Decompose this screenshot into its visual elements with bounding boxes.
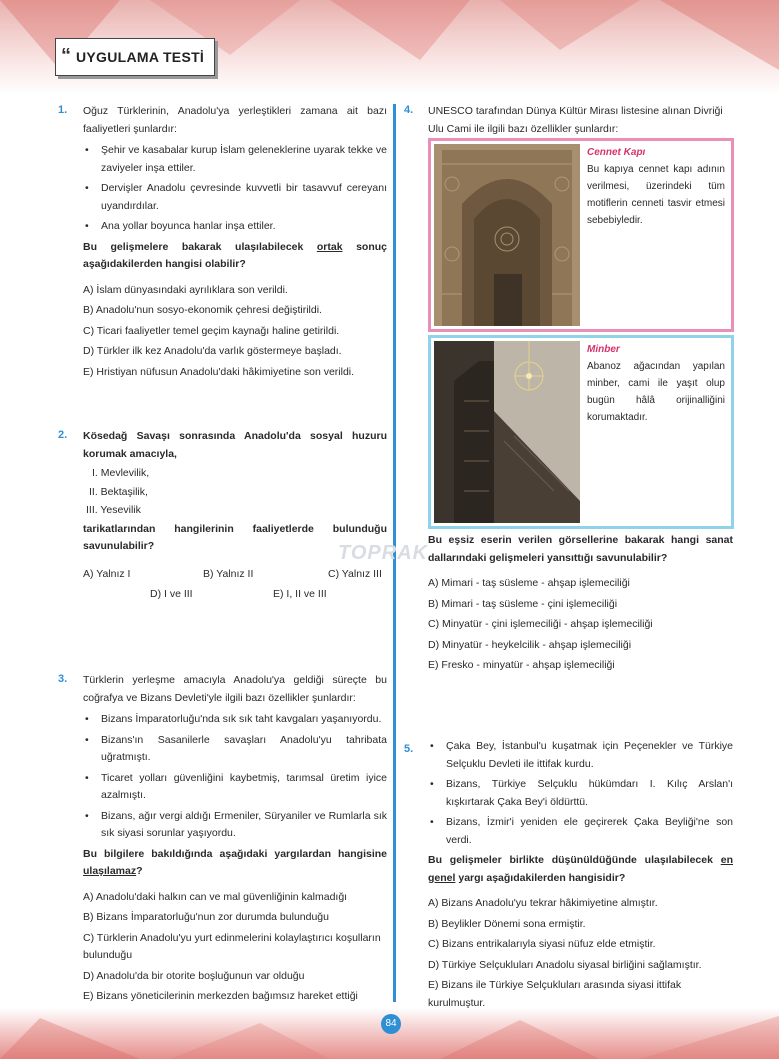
question-5-options	[428, 895, 733, 1012]
answer-option[interactable]: D) Türkler ilk kez Anadolu'da varlık göstermeye başladı.	[83, 345, 342, 357]
answer-option[interactable]: D) Anadolu'da bir otorite boşluğunun var olduğu	[83, 969, 305, 982]
answer-option[interactable]: C) Ticari faaliyetler temel geçim kaynağı haline getirildi.	[83, 324, 340, 337]
answer-option[interactable]: B) Anadolu'nun sosyo-ekonomik çehresi değiştirildi.	[83, 304, 322, 316]
question-3-number: 3.	[58, 673, 68, 685]
question-1-options	[83, 282, 387, 382]
answer-option[interactable]: A) İslam dünyasındaki ayrılıklara son verildi.	[83, 283, 288, 296]
list-item: • Bizans, ağır vergi aldığı Ermeniler, Süryaniler ve Rumlarla sık sık siyasi sorunlar yaşıyordu.	[83, 808, 387, 843]
minber-caption	[587, 341, 725, 426]
question-1-stem: Oğuz Türklerinin, Anadolu'ya yerleştikleri zamana ait bazı faaliyetleri şunlardır:	[83, 105, 387, 135]
question-5-number: 5.	[404, 743, 414, 755]
answer-option[interactable]: E) Hristiyan nüfusun Anadolu'daki hâkimiyetine son verildi.	[83, 365, 355, 378]
answer-option[interactable]: E) Bizans ile Türkiye Selçukluları arasında siyasi ittifak kurulmuştur.	[428, 979, 682, 1009]
question-2	[83, 428, 387, 606]
minber-heading: Minber	[587, 344, 620, 355]
answer-option[interactable]: B) Bizans İmparatorluğu'nun zor durumda bulunduğu	[83, 911, 329, 923]
answer-option[interactable]: C) Türklerin Anadolu'yu yurt edinmelerini kolaylaştırıcı koşulların bulunduğu	[83, 931, 381, 961]
answer-option[interactable]: D) I ve III	[150, 587, 193, 600]
section-title: UYGULAMA TESTİ	[76, 49, 205, 65]
question-3-stem: Türklerin yerleşme amacıyla Anadolu'ya geldiği süreçte bu coğrafya ve Bizans Devleti'yle ilgili bazı özellikler şunlardır:	[83, 674, 387, 704]
cennet-kapi-heading: Cennet Kapı	[587, 147, 646, 158]
answer-option[interactable]: C) Yalnız III	[328, 567, 382, 580]
question-2-stem: Kösedağ Savaşı sonrasında Anadolu'da sosyal huzuru korumak amacıyla,	[83, 430, 387, 460]
watermark: TOPRAK	[338, 542, 429, 564]
question-3-bullets	[83, 711, 387, 843]
list-item: • Bizans'ın Sasanilerle savaşları Anadolu'yu tahribata uğratmıştı.	[83, 732, 387, 767]
question-2-ask: tarikatlarından hangilerinin faaliyetlerde bulunduğu savunulabilir?	[83, 522, 387, 552]
answer-option[interactable]: B) Mimari - taş süsleme - çini işlemeciliği	[428, 597, 618, 610]
answer-option[interactable]: B) Yalnız II	[203, 567, 254, 580]
answer-option[interactable]: A) Bizans Anadolu'yu tekrar hâkimiyetine almıştır.	[428, 897, 658, 909]
question-4-lower	[428, 532, 733, 675]
list-item: • Şehir ve kasabalar kurup İslam geleneklerine uyarak tekke ve zaviyeler inşa ettiler.	[83, 142, 387, 177]
list-item: I. Mevlevilik,	[92, 467, 150, 479]
question-1-number: 1.	[58, 104, 68, 116]
answer-option[interactable]: E) I, II ve III	[273, 587, 327, 600]
question-5-bullets	[428, 738, 733, 849]
list-item: III. Yesevilik	[86, 504, 141, 516]
question-2-options	[83, 566, 387, 606]
question-4-options	[428, 575, 733, 675]
minber-text: Abanoz ağacından yapılan minber, cami ile yaşıt olup bugün hâlâ orijinalliğini korumaktadır.	[587, 361, 725, 423]
list-item: • Ana yollar boyunca hanlar inşa ettiler.	[83, 218, 387, 236]
list-item: • Bizans İmparatorluğu'nda sık sık taht kavgaları yaşanıyordu.	[83, 711, 387, 729]
cennet-kapi-card	[428, 138, 734, 332]
question-5	[428, 738, 733, 1012]
cennet-kapi-photo	[434, 144, 580, 326]
list-item: • Bizans, İzmir'i yeniden ele geçirerek Çaka Beyliği'ne son verdi.	[428, 814, 733, 849]
question-2-items	[86, 465, 387, 520]
section-title-box	[55, 38, 215, 76]
list-item: • Çaka Bey, İstanbul'u kuşatmak için Peçenekler ve Türkiye Selçuklu Devleti ile ittifak kurdu.	[428, 738, 733, 773]
quote-icon: “	[61, 45, 71, 67]
question-4-ask: Bu eşsiz eserin verilen görsellerine bakarak hangi sanat dallarındaki gelişmeleri yansıttığı savunulabilir?	[428, 534, 733, 564]
question-1	[83, 103, 387, 381]
question-4-stem: UNESCO tarafından Dünya Kültür Mirası listesine alınan Divriği Ulu Cami ile ilgili bazı özellikler şunlardır:	[428, 105, 723, 135]
answer-option[interactable]: A) Anadolu'daki halkın can ve mal güvenliğinin kalmadığı	[83, 890, 348, 903]
answer-option[interactable]: E) Fresko - minyatür - ahşap işlemeciliği	[428, 659, 615, 671]
list-item: II. Bektaşilik,	[89, 485, 148, 498]
list-item: • Dervişler Anadolu çevresinde kuvvetli bir tasavvuf cereyanı uyandırdılar.	[83, 180, 387, 215]
answer-option[interactable]: B) Beylikler Dönemi sona ermiştir.	[428, 917, 586, 930]
list-item: • Bizans, Türkiye Selçuklu hükümdarı I. Kılıç Arslan'ı kışkırtarak Çaka Bey'i öldürttü.	[428, 776, 733, 811]
cennet-kapi-caption	[587, 144, 725, 229]
cennet-kapi-text: Bu kapıya cennet kapı adının verilmesi, üzerindeki tüm motiflerin cenneti tasvir etmesi sebebiyledir.	[587, 164, 725, 226]
question-5-ask: Bu gelişmeler birlikte düşünüldüğünde ulaşılabilecek en genel yargı aşağıdakilerden hangisidir?	[428, 854, 733, 884]
answer-option[interactable]: E) Bizans yöneticilerinin merkezden bağımsız hareket ettiği	[83, 990, 358, 1002]
answer-option[interactable]: D) Minyatür - heykelcilik - ahşap işlemeciliği	[428, 638, 632, 651]
question-1-bullets	[83, 142, 387, 236]
question-3-options	[83, 889, 387, 1006]
answer-option[interactable]: D) Türkiye Selçukluları Anadolu siyasal birliğini sağlamıştır.	[428, 958, 702, 971]
answer-option[interactable]: C) Minyatür - çini işlemeciliği - ahşap işlemeciliği	[428, 618, 653, 630]
question-4-number: 4.	[404, 104, 414, 116]
minber-photo	[434, 341, 580, 523]
page-number: 84	[381, 1014, 401, 1034]
minber-card	[428, 335, 734, 529]
question-3	[83, 672, 387, 1006]
answer-option[interactable]: A) Mimari - taş süsleme - ahşap işlemeciliği	[428, 577, 630, 589]
question-2-number: 2.	[58, 429, 68, 441]
question-3-ask: Bu bilgilere bakıldığında aşağıdaki yargılardan hangisine ulaşılamaz?	[83, 847, 387, 877]
answer-option[interactable]: A) Yalnız I	[83, 567, 131, 580]
answer-option[interactable]: C) Bizans entrikalarıyla siyasi nüfuz elde etmiştir.	[428, 938, 656, 950]
question-1-ask: Bu gelişmelere bakarak ulaşılabilecek ortak sonuç aşağıdakilerden hangisi olabilir?	[83, 240, 387, 270]
list-item: • Ticaret yolları güvenliğini kaybetmiş, tarımsal üretim iyice azalmıştı.	[83, 770, 387, 805]
